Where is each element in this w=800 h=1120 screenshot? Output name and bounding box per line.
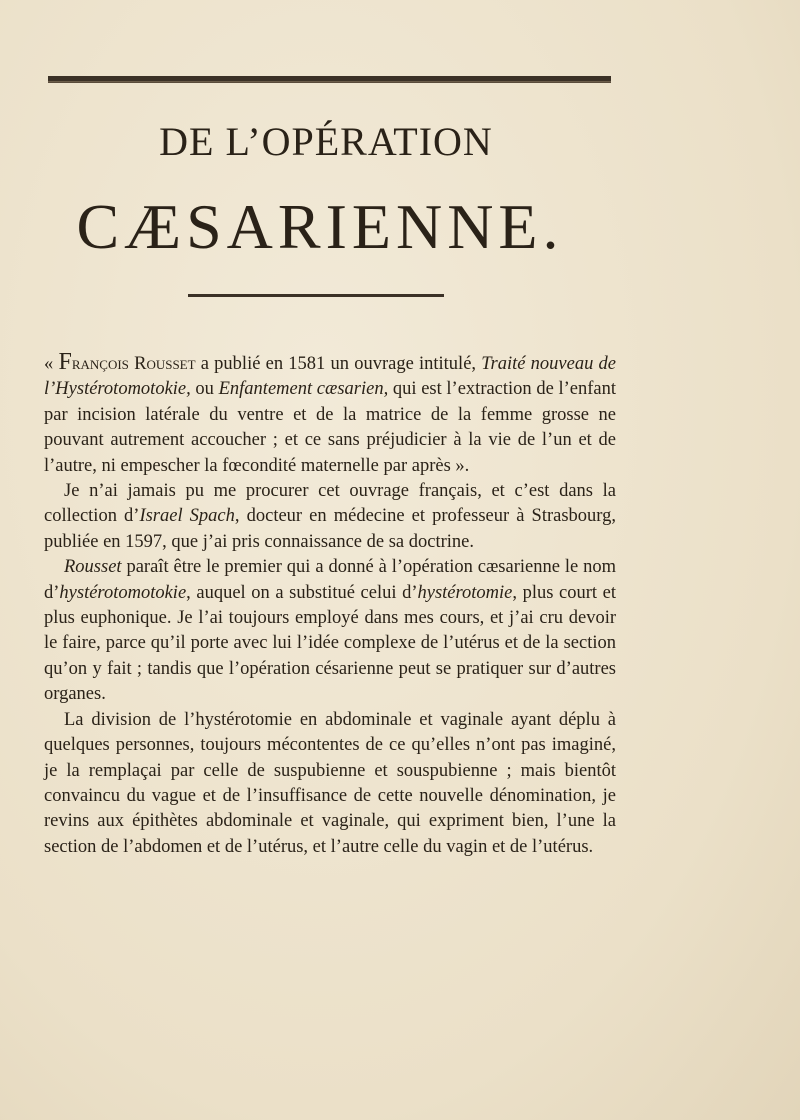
paragraph (44, 350, 616, 479)
text-run: Israel Spach (139, 506, 235, 527)
text-run: qui est l’extraction de l’enfant par incision latérale du ventre et de la matrice de la femme grosse ne pouvant autrement accoucher ; et ce sans préjudicier à la vie de l’un et de l’autre, ni empescher la fœcondité maternelle par après ». (44, 379, 616, 476)
title-separator-rule (188, 294, 444, 297)
top-double-rule (48, 76, 611, 82)
text-run: hystérotomie (417, 582, 513, 603)
text-run: , plus court et plus euphonique. Je l’ai toujours employé dans mes cours, et j’ai cru devoir le faire, parce qu’il porte avec lui l’idée complexe de l’utérus et de la section qu’on y fait ; tandis que l’opération césarienne peut se pratiquer sur d’autres organes. (44, 582, 616, 705)
text-run: , docteur en médecine et professeur à Strasbourg, publiée en 1597, que j’ai pris connaissance de sa doctrine. (44, 506, 616, 552)
text-run: a publié en 1581 un ouvrage intitulé, (195, 354, 482, 374)
text-run: , auquel on a substitué celui d’ (186, 582, 418, 603)
text-run: ou (190, 379, 219, 400)
text-run: Traité nouveau de l’Hystérotomotokie, (44, 354, 617, 400)
paragraph (44, 479, 616, 555)
text-run: « (44, 354, 59, 374)
text-run: rançois Rousset (71, 354, 196, 374)
title-line-2: CÆSARIENNE. (76, 191, 564, 262)
title-line-1: DE L’OPÉRATION (159, 119, 493, 164)
text-run: La division de l’hystérotomie en abdominale et vaginale ayant déplu à quelques personnes, toujours mécontentes de ce qu’elles n’ont pas imaginé, je la remplaçai par celle de suspubienne et souspubienne ; mais bientôt convaincu du vague et de l’insuffisance de cette nouvelle dénomination, je revins aux épithètes abdominale et vaginale, qui expriment bien, l’une la section de l’abdomen et de l’utérus, et l’autre celle du vagin et de l’utérus. (44, 709, 616, 857)
text-run: Je n’ai jamais pu me procurer cet ouvrage français, et c’est dans la collection d’ (44, 481, 616, 527)
text-run: Enfantement cæsarien, (218, 379, 389, 400)
text-run: F (58, 349, 72, 375)
text-run: hystérotomotokie (59, 582, 187, 603)
paragraph (44, 555, 616, 707)
body-text (44, 350, 616, 860)
text-run: paraît être le premier qui a donné à l’opération cæsarienne le nom d’ (44, 557, 616, 603)
paragraph (44, 708, 616, 860)
text-run: Rousset (64, 557, 122, 578)
